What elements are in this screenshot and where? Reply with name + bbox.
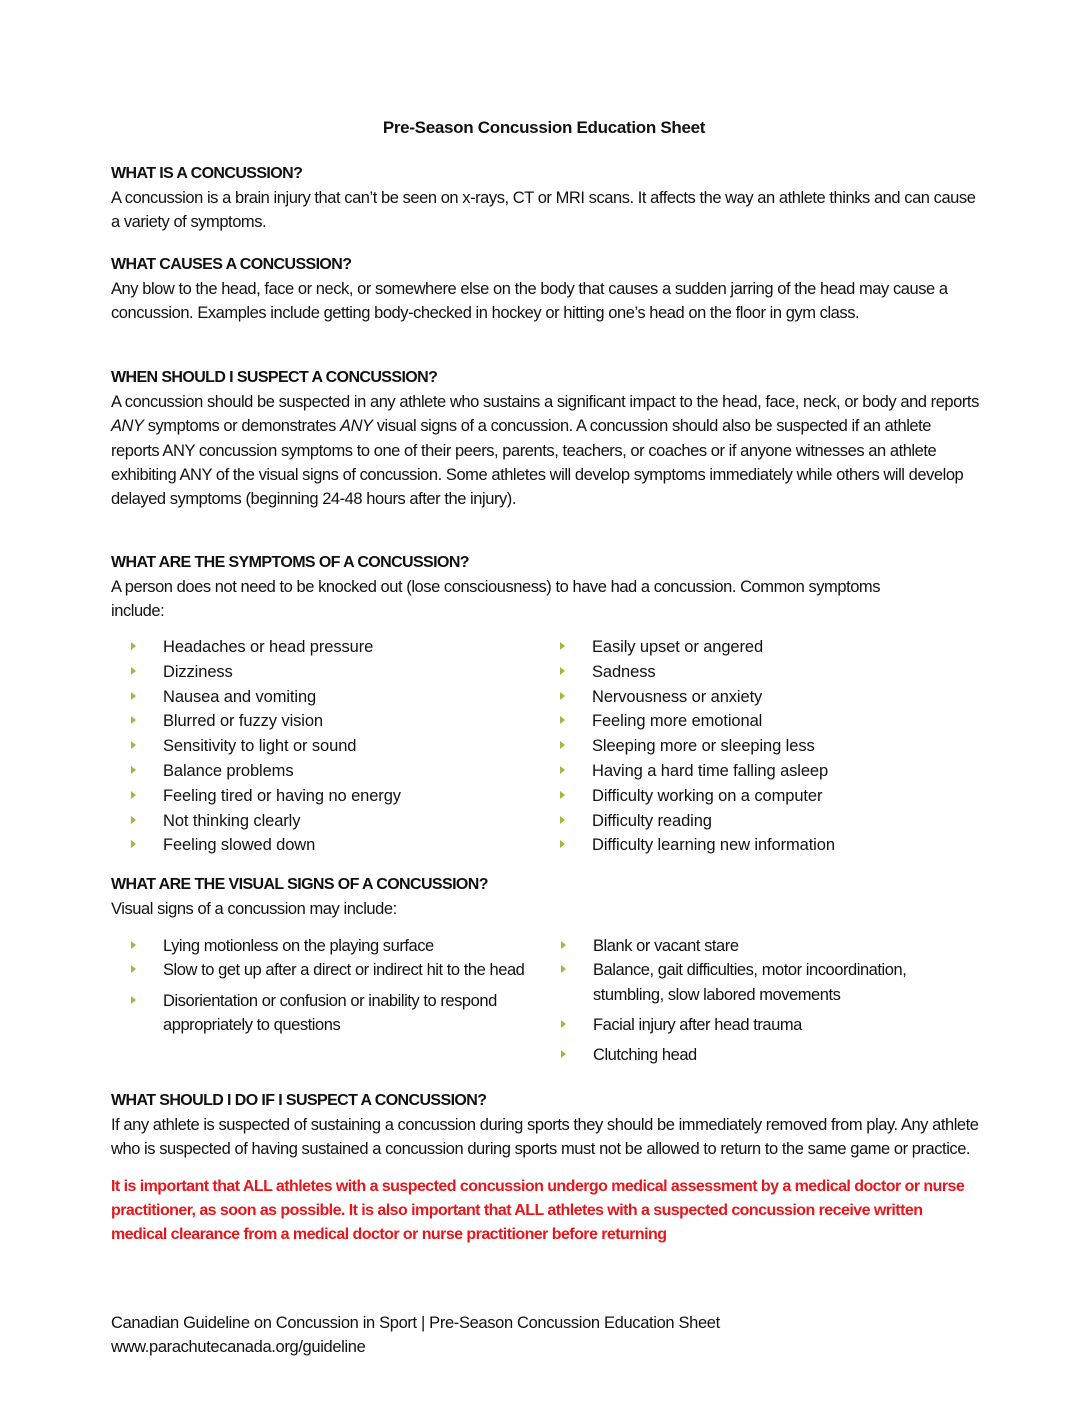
bullet-triangle-icon — [560, 840, 565, 848]
list-item: Feeling tired or having no energy — [111, 784, 541, 809]
section-visual-signs — [111, 873, 981, 921]
list-item: Nausea and vomiting — [111, 685, 541, 710]
page-title: Pre-Season Concussion Education Sheet — [382, 118, 706, 137]
section-when-suspect — [111, 366, 981, 511]
list-item: Difficulty learning new information — [540, 833, 980, 858]
bullet-triangle-icon — [560, 791, 565, 799]
section-heading: WHAT IS A CONCUSSION? — [111, 165, 303, 182]
bullet-triangle-icon — [560, 692, 565, 700]
bullet-triangle-icon — [561, 1020, 566, 1028]
list-item: Headaches or head pressure — [111, 635, 541, 660]
bullet-triangle-icon — [131, 816, 136, 824]
bullet-triangle-icon — [560, 816, 565, 824]
emphasis-text: ANY — [111, 417, 144, 436]
list-item: Dizziness — [111, 660, 541, 685]
list-item: Difficulty working on a computer — [540, 784, 980, 809]
list-item: Facial injury after head trauma — [541, 1013, 981, 1037]
bullet-triangle-icon — [560, 667, 565, 675]
bullet-triangle-icon — [560, 766, 565, 774]
list-item: Slow to get up after a direct or indirect hit to the head — [111, 958, 531, 982]
list-item: Lying motionless on the playing surface — [111, 934, 531, 958]
bullet-triangle-icon — [560, 716, 565, 724]
list-item: Blank or vacant stare — [541, 934, 981, 958]
section-heading: WHEN SHOULD I SUSPECT A CONCUSSION? — [111, 369, 438, 386]
list-item: Disorientation or confusion or inability to respond appropriately to questions — [111, 989, 531, 1038]
warning-text: It is important that ALL athletes with a suspected concussion undergo medical assessment by a medical doctor or nurse practitioner, as soon as possible. It is also important that ALL athletes with a suspected concussion receive written medical clearance from a medical doctor or nurse practitioner before returning — [111, 1177, 965, 1244]
list-item: Easily upset or angered — [540, 635, 980, 660]
section-intro: Visual signs of a concussion may include: — [111, 900, 397, 918]
bullet-triangle-icon — [131, 667, 136, 675]
page-footer — [111, 1311, 720, 1360]
list-item: Blurred or fuzzy vision — [111, 709, 541, 734]
bullet-triangle-icon — [561, 941, 566, 949]
bullet-triangle-icon — [561, 965, 566, 973]
symptoms-list-right — [540, 635, 980, 858]
section-heading: WHAT SHOULD I DO IF I SUSPECT A CONCUSSION? — [111, 1092, 487, 1109]
section-body: If any athlete is suspected of sustaining a concussion during sports they should be immediately removed from play. Any athlete who is suspected of having sustained a concussion during sports must not be allowed to return to the same game or practice. — [111, 1116, 979, 1159]
bullet-triangle-icon — [561, 1050, 566, 1058]
section-symptoms — [111, 551, 981, 624]
bullet-triangle-icon — [131, 996, 136, 1004]
bullet-triangle-icon — [131, 941, 136, 949]
visual-signs-list-left — [111, 934, 531, 1037]
list-item: Balance problems — [111, 759, 541, 784]
bullet-triangle-icon — [131, 741, 136, 749]
emphasis-text: ANY — [340, 417, 373, 436]
footer-citation: Canadian Guideline on Concussion in Sport | Pre-Season Concussion Education Sheet — [111, 1314, 720, 1332]
symptoms-list-left — [111, 635, 541, 858]
body-text: visual signs of a concussion. A concussion should also be suspected if an athlete reports ANY concussion symptoms to one of their peers, parents, teachers, or coaches or if anyone witnesses an athlete exhibiting ANY of the visual signs of concussion. Some athletes will develop symptoms immediately while others will develop delayed symptoms (beginning 24-48 hours after the injury). — [111, 417, 964, 509]
list-item: Balance, gait difficulties, motor incoordination, stumbling, slow labored movements — [541, 958, 981, 1007]
bullet-triangle-icon — [131, 791, 136, 799]
section-heading: WHAT CAUSES A CONCUSSION? — [111, 256, 352, 273]
section-what-is — [111, 162, 981, 235]
section-intro: A person does not need to be knocked out (lose consciousness) to have had a concussion. Common symptoms include: — [111, 578, 881, 621]
section-body: A concussion is a brain injury that can’t be seen on x-rays, CT or MRI scans. It affects the way an athlete thinks and can cause a variety of symptoms. — [111, 189, 976, 232]
list-item: Not thinking clearly — [111, 809, 541, 834]
list-item: Having a hard time falling asleep — [540, 759, 980, 784]
list-item: Nervousness or anxiety — [540, 685, 980, 710]
bullet-triangle-icon — [560, 741, 565, 749]
body-text: A concussion should be suspected in any athlete who sustains a significant impact to the head, face, neck, or body and reports — [111, 393, 979, 411]
list-item: Feeling slowed down — [111, 833, 541, 858]
footer-url: www.parachutecanada.org/guideline — [111, 1338, 366, 1357]
bullet-triangle-icon — [131, 716, 136, 724]
bullet-triangle-icon — [131, 692, 136, 700]
section-heading: WHAT ARE THE VISUAL SIGNS OF A CONCUSSION? — [111, 876, 488, 893]
bullet-triangle-icon — [560, 642, 565, 650]
section-body — [111, 390, 981, 511]
bullet-triangle-icon — [131, 766, 136, 774]
bullet-triangle-icon — [131, 642, 136, 650]
bullet-triangle-icon — [131, 965, 136, 973]
section-body: Any blow to the head, face or neck, or somewhere else on the body that causes a sudden jarring of the head may cause a concussion. Examples include getting body-checked in hockey or hitting one’s head on the floor in gym class. — [111, 280, 948, 323]
section-causes — [111, 253, 981, 326]
visual-signs-list-right — [541, 934, 981, 1067]
list-item: Sadness — [540, 660, 980, 685]
section-heading: WHAT ARE THE SYMPTOMS OF A CONCUSSION? — [111, 554, 469, 571]
list-item: Difficulty reading — [540, 809, 980, 834]
list-item: Sleeping more or sleeping less — [540, 734, 980, 759]
list-item: Feeling more emotional — [540, 709, 980, 734]
list-item: Clutching head — [541, 1043, 981, 1067]
bullet-triangle-icon — [131, 840, 136, 848]
section-what-to-do — [111, 1089, 981, 1247]
list-item: Sensitivity to light or sound — [111, 734, 541, 759]
body-text: symptoms or demonstrates — [143, 417, 341, 436]
